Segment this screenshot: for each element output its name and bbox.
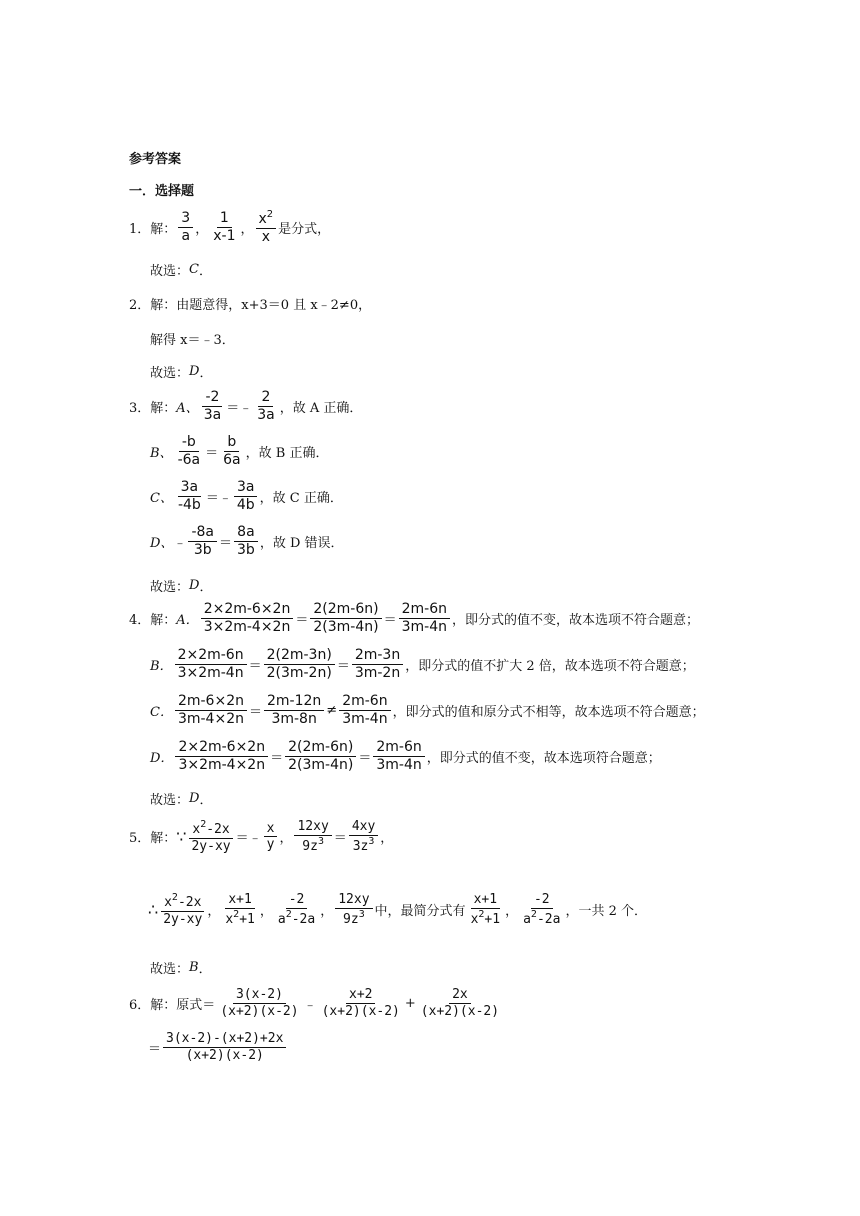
fraction: $\frac{3(x-2)-(x+2)+2x}{(x+2)(x-2)}$ (163, 1032, 286, 1062)
q3-option-d: D、 ﹣ $\frac{-8a}{3b}$ ＝ $\frac{8a}{3b}$ ，故 D 错误． (150, 524, 344, 558)
fraction: $\frac{x+1}{x^2+1}$ (225, 892, 255, 927)
fraction: $\frac{b}{6a}$ (223, 434, 241, 468)
fraction: $\frac{4xy}{3z^3}$ (349, 820, 378, 853)
fraction: $\frac{12xy}{9z^3}$ (294, 820, 331, 853)
fraction: $\frac{1}{x-1}$ (213, 210, 236, 244)
fraction: $\frac{x^2-2x}{2y-xy}$ (160, 893, 205, 926)
fraction: $\frac{-b}{-6a}$ (177, 434, 201, 468)
q6-line2: ＝ $\frac{3(x-2)-(x+2)+2x}{(x+2)(x-2)}$ (148, 1032, 288, 1062)
q6-line1: 6． 解： 原式＝ $\frac{3(x-2)}{(x+2)(x-2)}$ ﹣ $\frac{x+2}{(x+2)(x-2)}$ + $\frac{2x}{(x+2)(x-2)}$ (129, 988, 504, 1018)
fraction: $\frac{2m-6n}{3m-4n}$ (399, 602, 450, 634)
section-title: 一．选择题 (129, 184, 195, 199)
fraction: $\frac{-8a}{3b}$ (188, 525, 217, 557)
q3-choice: 故选： D ． (150, 578, 213, 595)
fraction: $\frac{x+1}{x^2+1}$ (470, 892, 501, 927)
fraction: $\frac{2(2m-6n)}{2(3m-4n)}$ (310, 602, 381, 634)
fraction: $\frac{2m-6n}{3m-4n}$ (373, 740, 424, 772)
q2-line2: 解得 x＝﹣3． (150, 333, 235, 348)
q3-option-b: B、 $\frac{-b}{-6a}$ ＝ $\frac{b}{6a}$ ，故 B 正确． (150, 434, 329, 468)
fraction: $\frac{2\times 2m-6\times 2n}{3\times 2m-4\times 2n}$ (175, 740, 268, 772)
q5-choice: 故选： B ． (150, 960, 212, 977)
q2-line1: 2． 解： 由题意得，x+3＝0 且 x﹣2≠0， (129, 298, 372, 313)
fraction: $\frac{3a}{-4b}$ (177, 479, 201, 513)
q4-option-b: B． $\frac{2\times 2m-6n}{3\times 2m-4n}$ ＝ $\frac{2(2m-3n)}{2(3m-2n)}$ ＝ $\frac{2m-3n}{3m-2n}$ ，即分式的值不扩大 2 倍，故本选项不符合题意； (150, 647, 695, 681)
fraction: $\frac{x+2}{(x+2)(x-2)}$ (321, 987, 400, 1019)
q4-option-a: 4． 解： A． $\frac{2\times 2m-6\times 2n}{3\times 2m-4\times 2n}$ ＝ $\frac{2(2m-6n)}{2(3m-4n)}$ ＝ $\frac{2m-6n}{3m-4n}$ ，即分式的值不变，故本选项不符合题意； (129, 601, 699, 635)
q5-line2: ∴ $\frac{x^2-2x}{2y-xy}$ ， $\frac{x+1}{x^2+1}$ ， $\frac{-2}{a^2-2a}$ ， $\frac{12xy}{9z^3}$ 中，最简分式有 $\frac{x+1}{x^2+1}$ ， $\frac{-2}{a^2-2a}$ ，一共 2 个． (148, 892, 647, 927)
q4-option-d: D． $\frac{2\times 2m-6\times 2n}{3\times 2m-4\times 2n}$ ＝ $\frac{2(2m-6n)}{2(3m-4n)}$ ＝ $\frac{2m-6n}{3m-4n}$ ，即分式的值不变，故本选项符合题意； (150, 739, 661, 773)
fraction: $\frac{-2}{a^2-2a}$ (523, 892, 561, 927)
fraction: $\frac{3a}{4b}$ (234, 480, 258, 512)
fraction: $\frac{2}{3a}$ (257, 389, 275, 423)
q5-line1: 5． 解： ∵ $\frac{x^2-2x}{2y-xy}$ ＝﹣ $\frac{x}{y}$ ， $\frac{12xy}{9z^3}$ ＝ $\frac{4xy}{3z^3}$ ， (129, 819, 394, 854)
fraction: $\frac{8a}{3b}$ (234, 525, 258, 557)
fraction: $\frac{3(x-2)}{(x+2)(x-2)}$ (220, 987, 299, 1019)
fraction: $\frac{2\times 2m-6n}{3\times 2m-4n}$ (175, 648, 247, 680)
fraction: $\frac{2(2m-3n)}{2(3m-2n)}$ (264, 648, 335, 680)
q3-option-a: 3． 解： A、 $\frac{-2}{3a}$ ＝﹣ $\frac{2}{3a}$ ，故 A 正确． (129, 389, 363, 423)
fraction: $\frac{12xy}{9z^3}$ (335, 893, 372, 926)
fraction: $\frac{x^2}{x}$ (256, 210, 277, 244)
q3-option-c: C、 $\frac{3a}{-4b}$ ＝﹣ $\frac{3a}{4b}$ ，故 C 正确． (150, 479, 343, 513)
fraction: $\frac{-2}{a^2-2a}$ (277, 892, 316, 927)
q2-choice: 故选： D ． (150, 364, 213, 381)
fraction: $\frac{3}{a}$ (178, 211, 193, 243)
fraction: $\frac{-2}{3a}$ (203, 389, 222, 423)
fraction: $\frac{2m-12n}{3m-8n}$ (264, 694, 324, 726)
q1-line1: 1． 解： $\frac{3}{a}$ ， $\frac{1}{x-1}$ ， $\frac{x^2}{x}$ 是分式， (129, 209, 331, 245)
fraction: $\frac{x^2-2x}{2y-xy}$ (188, 820, 233, 853)
fraction: $\frac{2m-6\times 2n}{3m-4\times 2n}$ (175, 694, 247, 726)
answer-heading: 参考答案 (129, 152, 182, 167)
q1-choice: 故选： C ． (150, 262, 212, 279)
fraction: $\frac{2x}{(x+2)(x-2)}$ (420, 987, 500, 1019)
fraction: $\frac{2\times 2m-6\times 2n}{3\times 2m-4\times 2n}$ (201, 602, 294, 634)
q4-option-c: C． $\frac{2m-6\times 2n}{3m-4\times 2n}$ ＝ $\frac{2m-12n}{3m-8n}$ ≠ $\frac{2m-6n}{3m-4n}$ ，即分式的值和原分式不相等，故本选项不符合题意； (150, 693, 705, 727)
fraction: $\frac{2m-6n}{3m-4n}$ (339, 694, 390, 726)
fraction: $\frac{x}{y}$ (264, 822, 278, 852)
q4-choice: 故选： D ． (150, 791, 213, 808)
fraction: $\frac{2(2m-6n)}{2(3m-4n)}$ (285, 740, 356, 772)
fraction: $\frac{2m-3n}{3m-2n}$ (352, 648, 403, 680)
